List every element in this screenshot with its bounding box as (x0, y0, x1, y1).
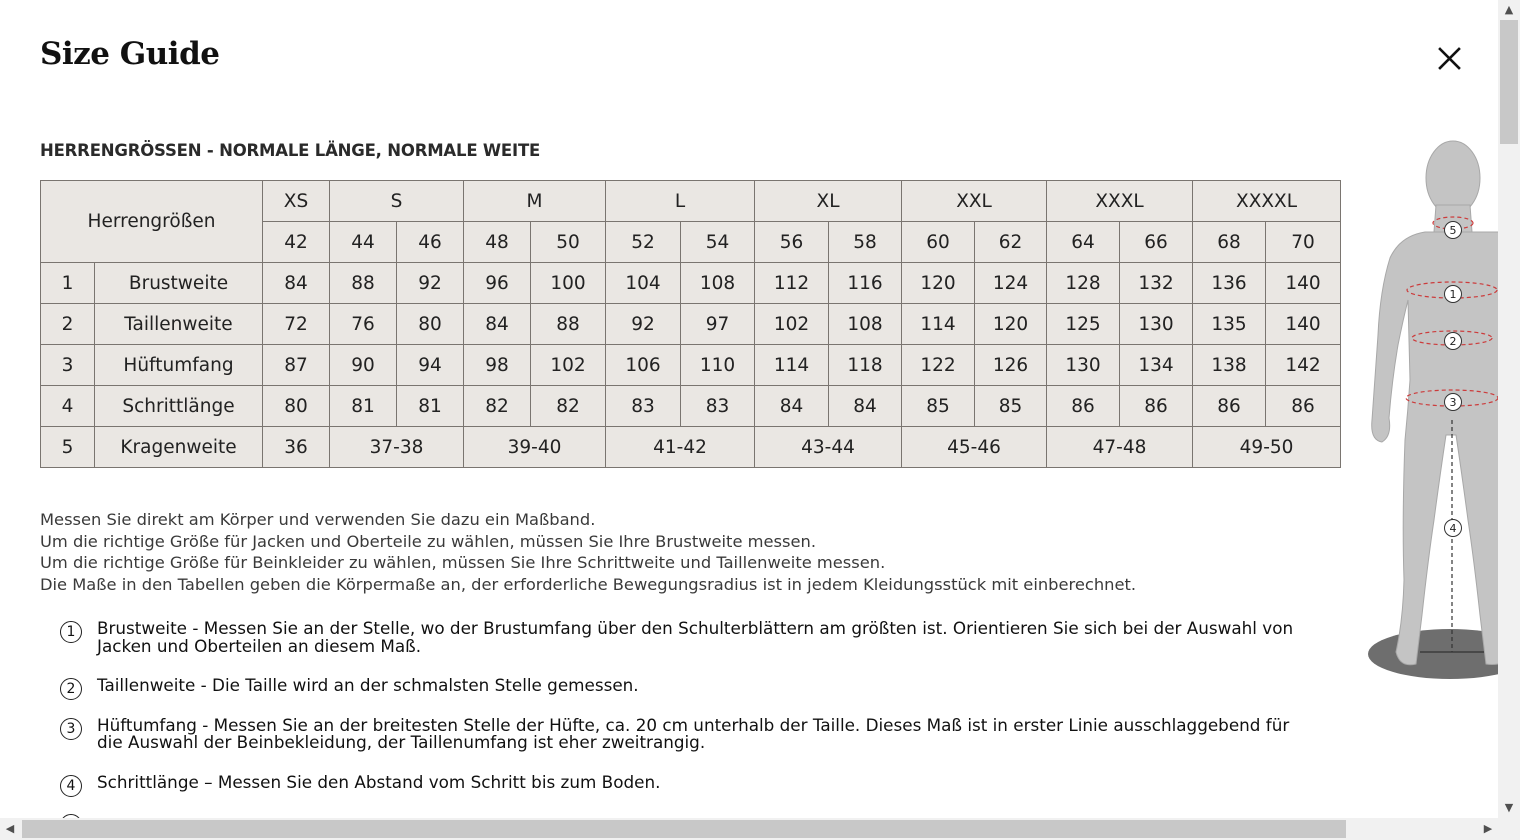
table-cell: 88 (330, 263, 397, 304)
numeric-size-header: 68 (1193, 222, 1266, 263)
table-header-label: Herrengrößen (41, 181, 263, 263)
measurement-text: Hüftumfang - Messen Sie an der breitesten Stelle der Hüfte, ca. 20 cm unterhalb der Taille. Dieses Maß ist in erster Linie ausschlaggebend für die Auswahl der Beinbekleidung, der Taillenumfang ist eher zweitrangig. (97, 714, 1290, 752)
table-cell: 142 (1266, 345, 1341, 386)
numeric-size-header: 42 (263, 222, 330, 263)
figure-marker: 5 (1449, 224, 1457, 237)
table-cell: 39-40 (464, 427, 606, 468)
numeric-size-header: 54 (681, 222, 755, 263)
table-cell: 138 (1193, 345, 1266, 386)
table-cell: 47-48 (1047, 427, 1193, 468)
measurement-item (58, 620, 1318, 655)
number-circle-icon: 4 (60, 775, 82, 797)
table-cell: 128 (1047, 263, 1120, 304)
letter-size-header: M (464, 181, 606, 222)
table-cell: 41-42 (606, 427, 755, 468)
table-cell: 114 (755, 345, 829, 386)
table-cell: 125 (1047, 304, 1120, 345)
section-title: HERRENGRÖSSEN - NORMALE LÄNGE, NORMALE WEITE (40, 141, 541, 160)
numeric-size-header: 52 (606, 222, 681, 263)
table-cell: 134 (1120, 345, 1193, 386)
number-circle-icon: 1 (60, 621, 82, 643)
table-cell: 130 (1047, 345, 1120, 386)
table-cell: 37-38 (330, 427, 464, 468)
table-cell: 82 (531, 386, 606, 427)
measurement-item (58, 771, 1318, 794)
numeric-size-header: 64 (1047, 222, 1120, 263)
letter-size-header: XXL (902, 181, 1047, 222)
letter-size-header: XL (755, 181, 902, 222)
figure-marker: 4 (1449, 522, 1457, 535)
table-cell: 85 (902, 386, 975, 427)
close-icon (1432, 42, 1466, 76)
letter-size-header: XS (263, 181, 330, 222)
figure-marker: 1 (1449, 288, 1457, 301)
table-cell: 126 (975, 345, 1047, 386)
table-cell: 108 (681, 263, 755, 304)
horizontal-scroll-thumb[interactable] (22, 820, 1346, 838)
table-cell: 114 (902, 304, 975, 345)
table-cell: 92 (606, 304, 681, 345)
table-cell: 97 (681, 304, 755, 345)
table-cell: 130 (1120, 304, 1193, 345)
row-number: 4 (41, 386, 95, 427)
table-cell: 102 (531, 345, 606, 386)
letter-size-header: XXXXL (1193, 181, 1341, 222)
table-cell: 86 (1047, 386, 1120, 427)
table-cell: 80 (397, 304, 464, 345)
row-label: Kragenweite (95, 427, 263, 468)
table-cell: 85 (975, 386, 1047, 427)
close-button[interactable] (1432, 42, 1466, 76)
table-cell: 108 (829, 304, 902, 345)
table-cell: 102 (755, 304, 829, 345)
table-cell: 98 (464, 345, 531, 386)
intro-line: Um die richtige Größe für Jacken und Oberteile zu wählen, müssen Sie Ihre Brustweite messen. (40, 531, 816, 551)
table-cell: 86 (1266, 386, 1341, 427)
table-cell: 84 (755, 386, 829, 427)
table-cell: 120 (975, 304, 1047, 345)
figure-marker: 3 (1449, 396, 1457, 409)
vertical-scrollbar[interactable] (1498, 0, 1520, 818)
scroll-up-arrow-icon[interactable]: ▲ (1504, 3, 1514, 16)
table-row (41, 304, 1341, 345)
intro-text (40, 509, 1136, 596)
measurement-item (58, 714, 1318, 752)
row-number: 3 (41, 345, 95, 386)
table-cell: 116 (829, 263, 902, 304)
row-label: Hüftumfang (95, 345, 263, 386)
row-label: Brustweite (95, 263, 263, 304)
table-cell: 135 (1193, 304, 1266, 345)
table-cell: 112 (755, 263, 829, 304)
horizontal-scrollbar[interactable] (0, 818, 1520, 840)
table-cell: 84 (263, 263, 330, 304)
table-cell: 124 (975, 263, 1047, 304)
numeric-size-header: 44 (330, 222, 397, 263)
numeric-size-header: 60 (902, 222, 975, 263)
table-cell: 104 (606, 263, 681, 304)
mannequin-illustration (1360, 135, 1498, 695)
table-cell: 84 (464, 304, 531, 345)
intro-line: Die Maße in den Tabellen geben die Körpermaße an, der erforderliche Bewegungsradius ist in jedem Kleidungsstück mit einberechnet. (40, 575, 1137, 595)
table-cell: 49-50 (1193, 427, 1341, 468)
table-cell: 82 (464, 386, 531, 427)
table-cell: 45-46 (902, 427, 1047, 468)
row-number: 2 (41, 304, 95, 345)
size-table (40, 180, 1341, 468)
letter-size-header: L (606, 181, 755, 222)
table-cell: 36 (263, 427, 330, 468)
numeric-size-header: 66 (1120, 222, 1193, 263)
table-row (41, 263, 1341, 304)
scroll-left-arrow-icon[interactable]: ◀ (5, 822, 15, 835)
letter-size-header: S (330, 181, 464, 222)
scroll-down-arrow-icon[interactable]: ▼ (1504, 801, 1514, 814)
numeric-size-header: 56 (755, 222, 829, 263)
table-cell: 88 (531, 304, 606, 345)
table-cell: 83 (606, 386, 681, 427)
table-cell: 43-44 (755, 427, 902, 468)
scroll-right-arrow-icon[interactable]: ▶ (1483, 822, 1493, 835)
vertical-scroll-thumb[interactable] (1500, 20, 1518, 144)
measurement-text: Taillenweite - Die Taille wird an der schmalsten Stelle gemessen. (97, 675, 639, 695)
figure-marker: 2 (1449, 335, 1457, 348)
table-cell: 92 (397, 263, 464, 304)
table-cell: 81 (397, 386, 464, 427)
table-cell: 120 (902, 263, 975, 304)
numeric-size-header: 58 (829, 222, 902, 263)
body-measurement-figure (1360, 135, 1498, 695)
table-cell: 81 (330, 386, 397, 427)
table-row (41, 427, 1341, 468)
table-cell: 140 (1266, 263, 1341, 304)
number-circle-icon: 3 (60, 718, 82, 740)
intro-line: Messen Sie direkt am Körper und verwenden Sie dazu ein Maßband. (40, 510, 596, 529)
table-cell: 110 (681, 345, 755, 386)
numeric-size-header: 70 (1266, 222, 1341, 263)
table-cell: 87 (263, 345, 330, 386)
row-label: Schrittlänge (95, 386, 263, 427)
table-cell: 86 (1193, 386, 1266, 427)
table-cell: 86 (1120, 386, 1193, 427)
table-cell: 80 (263, 386, 330, 427)
modal-title: Size Guide (40, 36, 220, 72)
table-cell: 76 (330, 304, 397, 345)
numeric-size-header: 46 (397, 222, 464, 263)
table-cell: 96 (464, 263, 531, 304)
letter-size-header: XXXL (1047, 181, 1193, 222)
table-row (41, 386, 1341, 427)
numeric-size-header: 62 (975, 222, 1047, 263)
row-number: 1 (41, 263, 95, 304)
table-cell: 72 (263, 304, 330, 345)
table-cell: 90 (330, 345, 397, 386)
numeric-size-header: 50 (531, 222, 606, 263)
row-number: 5 (41, 427, 95, 468)
table-cell: 94 (397, 345, 464, 386)
table-cell: 100 (531, 263, 606, 304)
table-cell: 106 (606, 345, 681, 386)
measurement-list (58, 620, 1318, 813)
table-row (41, 345, 1341, 386)
intro-line: Um die richtige Größe für Beinkleider zu wählen, müssen Sie Ihre Schrittweite und Taillenweite messen. (40, 553, 886, 573)
measurement-text: Schrittlänge – Messen Sie den Abstand vom Schritt bis zum Boden. (97, 771, 661, 792)
numeric-size-header: 48 (464, 222, 531, 263)
table-cell: 132 (1120, 263, 1193, 304)
table-cell: 84 (829, 386, 902, 427)
number-circle-icon: 2 (60, 678, 82, 700)
measurement-text: Brustweite - Messen Sie an der Stelle, wo der Brustumfang über den Schulterblättern am größten ist. Orientieren Sie sich bei der Auswahl von Jacken und Oberteilen an diesem Maß. (97, 618, 1294, 656)
table-cell: 140 (1266, 304, 1341, 345)
table-cell: 83 (681, 386, 755, 427)
measurement-item (58, 677, 1318, 695)
table-cell: 136 (1193, 263, 1266, 304)
table-cell: 118 (829, 345, 902, 386)
row-label: Taillenweite (95, 304, 263, 345)
table-header-row (41, 181, 1341, 222)
table-cell: 122 (902, 345, 975, 386)
